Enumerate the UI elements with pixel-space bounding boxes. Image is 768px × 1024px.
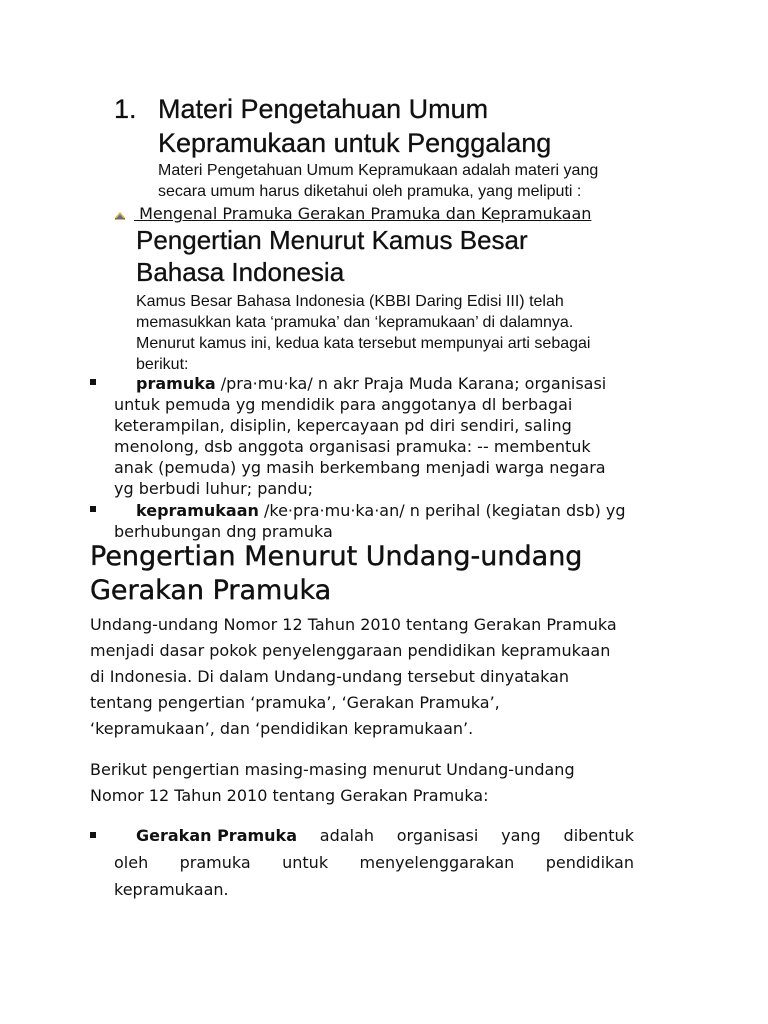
subtopic-item[interactable] [114,203,591,224]
paragraph-line: tentang pengertian ‘pramuka’, ‘Gerakan Pramuka’, [90,693,500,712]
heading-main-line1: Materi Pengetahuan Umum [158,94,489,124]
paragraph-line: ‘kepramukaan’, dan ‘pendidikan kepramukaan’. [90,719,474,738]
definition-line: menolong, dsb anggota organisasi pramuka: -- membentuk [114,437,591,456]
square-bullet-icon [90,832,96,838]
kbbi-line3: Menurut kamus ini, kedua kata tersebut mempunyai arti sebagai [136,335,591,352]
word: organisasi [396,826,479,845]
kbbi-line2: memasukkan kata ‘pramuka’ dan ‘kepramukaan’ di dalamnya. [136,314,574,331]
kbbi-paragraph [136,291,636,375]
paragraph-line: Undang-undang Nomor 12 Tahun 2010 tentang Gerakan Pramuka [90,615,617,634]
intro-line2: secara umum harus diketahui oleh pramuka, yang meliputi : [158,183,582,200]
uu-paragraph-2 [90,757,690,809]
word: dibentuk [563,826,634,845]
definition-text: /ke·pra·mu·ka·an/ n perihal (kegiatan dsb) yg [258,501,626,520]
word: menyelenggarakan [359,853,515,872]
intro-paragraph [158,160,698,202]
definition-line: anak (pemuda) yg masih berkembang menjadi warga negara [114,458,606,477]
subtopic-link[interactable]: Mengenal Pramuka Gerakan Pramuka dan Kepramukaan [134,204,592,223]
word: pramuka [179,853,251,872]
uu-heading-line1: Pengertian Menurut Undang-undang [90,541,583,572]
definition-line: berhubungan dng pramuka [114,522,333,541]
definition-line: keterampilan, disiplin, kepercayaan pd diri sendiri, saling [114,416,572,435]
definition-item-kepramukaan [90,500,682,542]
kbbi-heading-line2: Bahasa Indonesia [136,257,345,287]
heading-main-line2: Kepramukaan untuk Penggalang [158,128,552,158]
word: untuk [282,853,329,872]
paragraph-line: Berikut pengertian masing-masing menurut Undang-undang [90,760,575,779]
definition-line: yg berbudi luhur; pandu; [114,479,313,498]
definition-line: kepramukaan. [114,880,229,899]
kbbi-heading-line1: Pengertian Menurut Kamus Besar [136,225,528,255]
word: yang [501,826,541,845]
heading-main [158,92,718,160]
intro-line1: Materi Pengetahuan Umum Kepramukaan adalah materi yang [158,162,599,179]
paragraph-line: menjadi dasar pokok penyelenggaraan pendidikan kepramukaan [90,641,611,660]
word: oleh [114,853,149,872]
paragraph-line: di Indonesia. Di dalam Undang-undang tersebut dinyatakan [90,667,570,686]
definition-term: Gerakan Pramuka [136,826,297,845]
definition-text: /pra·mu·ka/ n akr Praja Muda Karana; organisasi [215,374,607,393]
heading-number: 1. [114,94,137,124]
definition-line: untuk pemuda yg mendidik para anggotanya dl berbagai [114,395,573,414]
uu-paragraph-1 [90,612,690,742]
kbbi-line4: berikut: [136,356,189,373]
definition-item-pramuka [90,373,682,499]
word: pendidikan [545,853,634,872]
uu-heading [90,540,750,608]
square-bullet-icon [90,506,96,512]
definition-term: kepramukaan [136,501,259,520]
paragraph-line: Nomor 12 Tahun 2010 tentang Gerakan Pramuka: [90,786,489,805]
square-bullet-icon [90,379,96,385]
bullet-image-icon [114,204,126,216]
word: adalah [319,826,374,845]
uu-heading-line2: Gerakan Pramuka [90,575,332,606]
kbbi-line1: Kamus Besar Bahasa Indonesia (KBBI Daring Edisi III) telah [136,293,564,310]
kbbi-heading [136,224,696,288]
definition-term: pramuka [136,374,216,393]
definition-item-gerakan-pramuka [90,822,634,903]
